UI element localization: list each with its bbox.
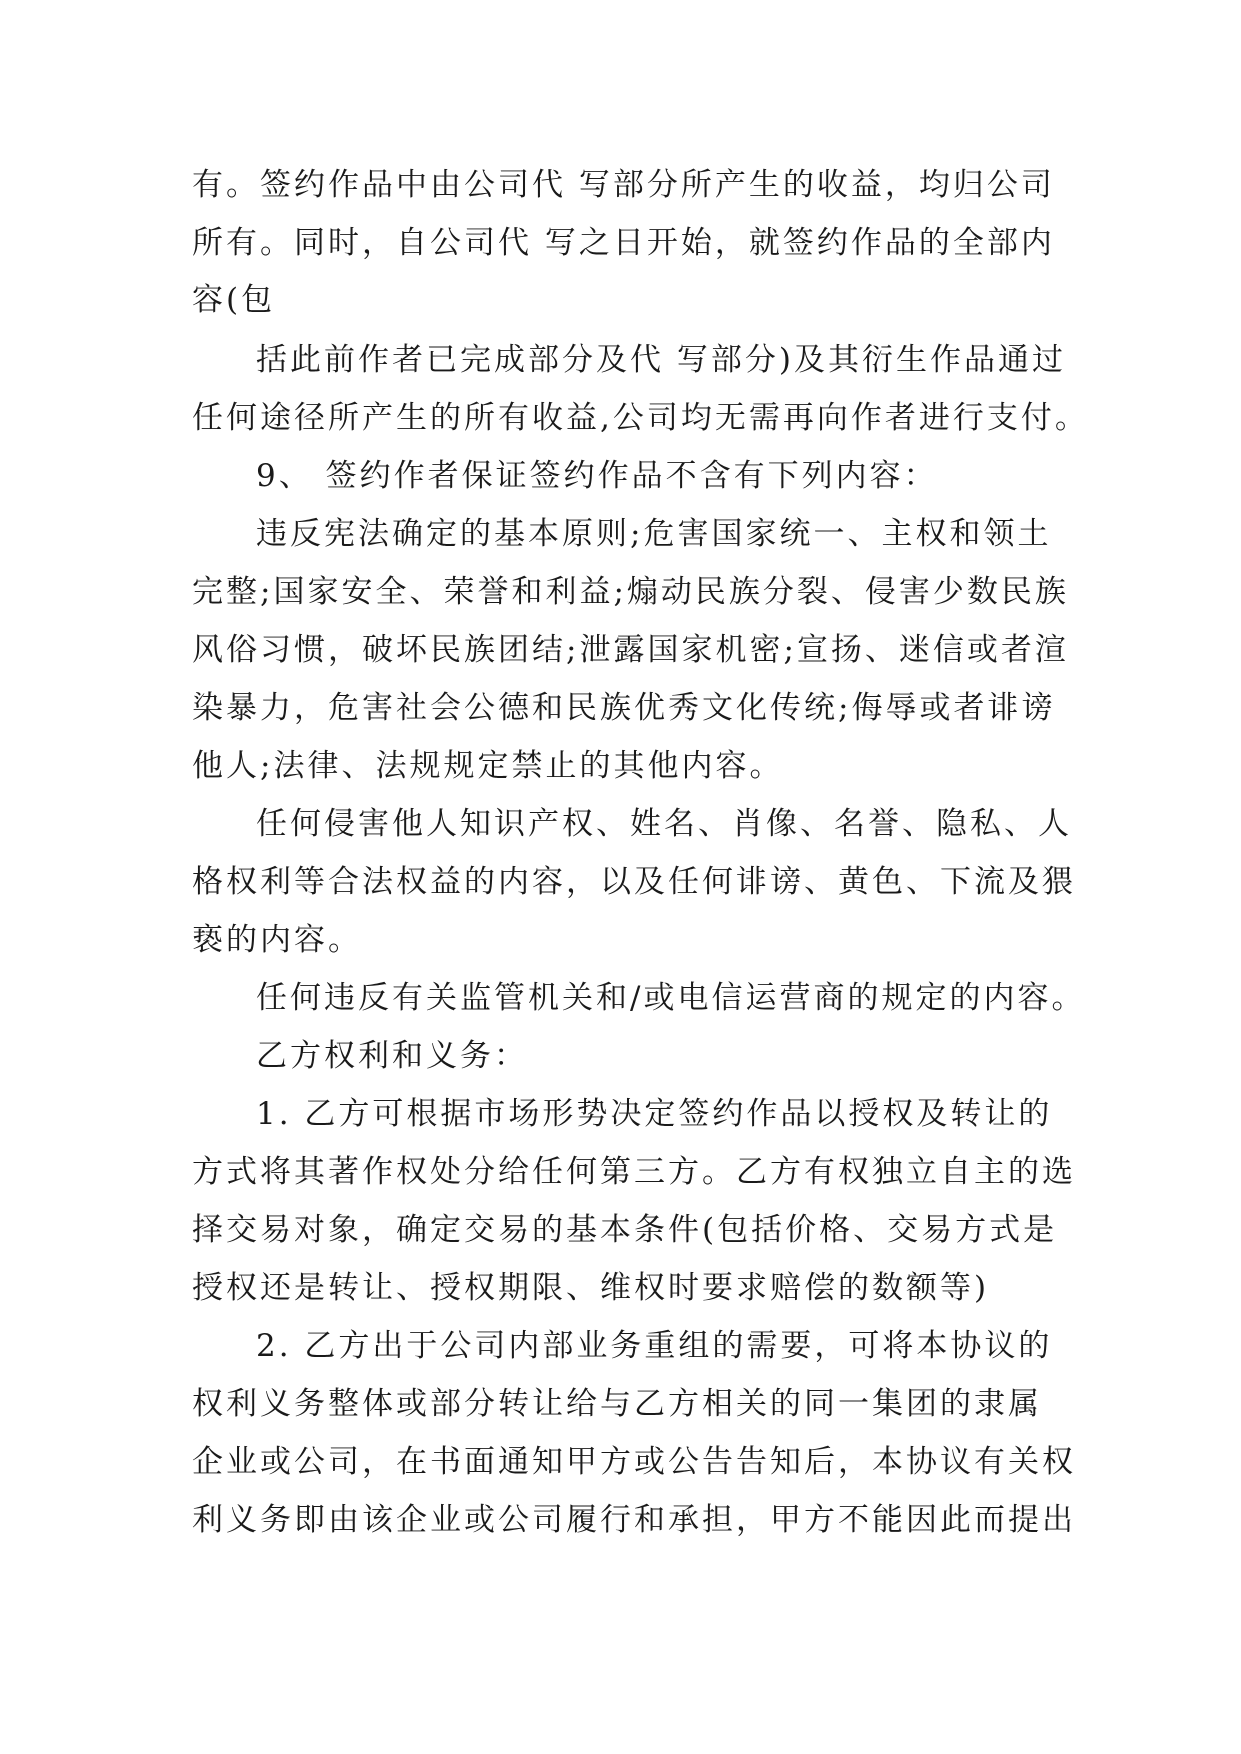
text-line: 亵的内容。 <box>192 922 362 958</box>
text-line: 任何侵害他人知识产权、姓名、肖像、名誉、隐私、人 <box>256 806 1072 842</box>
text-line: 括此前作者已完成部分及代 写部分)及其衍生作品通过 <box>256 342 1066 378</box>
text-line: 任何途径所产生的所有收益,公司均无需再向作者进行支付。 <box>192 400 1089 436</box>
text-line: 染暴力，危害社会公德和民族优秀文化传统;侮辱或者诽谤 <box>192 690 1056 726</box>
text-line: 容(包 <box>192 282 276 318</box>
text-line: 企业或公司，在书面通知甲方或公告告知后，本协议有关权 <box>192 1444 1076 1480</box>
text-line: 完整;国家安全、荣誉和利益;煽动民族分裂、侵害少数民族 <box>192 574 1069 610</box>
text-line: 择交易对象，确定交易的基本条件(包括价格、交易方式是 <box>192 1212 1058 1248</box>
text-line: 利义务即由该企业或公司履行和承担，甲方不能因此而提出 <box>192 1502 1076 1538</box>
text-line: 权利义务整体或部分转让给与乙方相关的同一集团的隶属 <box>192 1386 1042 1422</box>
text-line: 违反宪法确定的基本原则;危害国家统一、主权和领土 <box>256 516 1052 552</box>
text-line: 风俗习惯，破坏民族团结;泄露国家机密;宣扬、迷信或者渲 <box>192 632 1069 668</box>
text-line: 1. 乙方可根据市场形势决定签约作品以授权及转让的 <box>256 1096 1053 1132</box>
text-line: 他人;法律、法规规定禁止的其他内容。 <box>192 748 784 784</box>
text-line: 乙方权利和义务： <box>256 1038 528 1074</box>
text-line: 有。签约作品中由公司代 写部分所产生的收益，均归公司 <box>192 167 1055 203</box>
text-line: 9、 签约作者保证签约作品不含有下列内容： <box>256 458 938 494</box>
text-line: 所有。同时，自公司代 写之日开始，就签约作品的全部内 <box>192 225 1055 261</box>
text-line: 方式将其著作权处分给任何第三方。乙方有权独立自主的选 <box>192 1154 1076 1190</box>
text-line: 授权还是转让、授权期限、维权时要求赔偿的数额等) <box>192 1270 990 1306</box>
text-line: 任何违反有关监管机关和/或电信运营商的规定的内容。 <box>256 980 1086 1016</box>
text-line: 2. 乙方出于公司内部业务重组的需要，可将本协议的 <box>256 1328 1053 1364</box>
text-line: 格权利等合法权益的内容，以及任何诽谤、黄色、下流及猥 <box>192 864 1076 900</box>
